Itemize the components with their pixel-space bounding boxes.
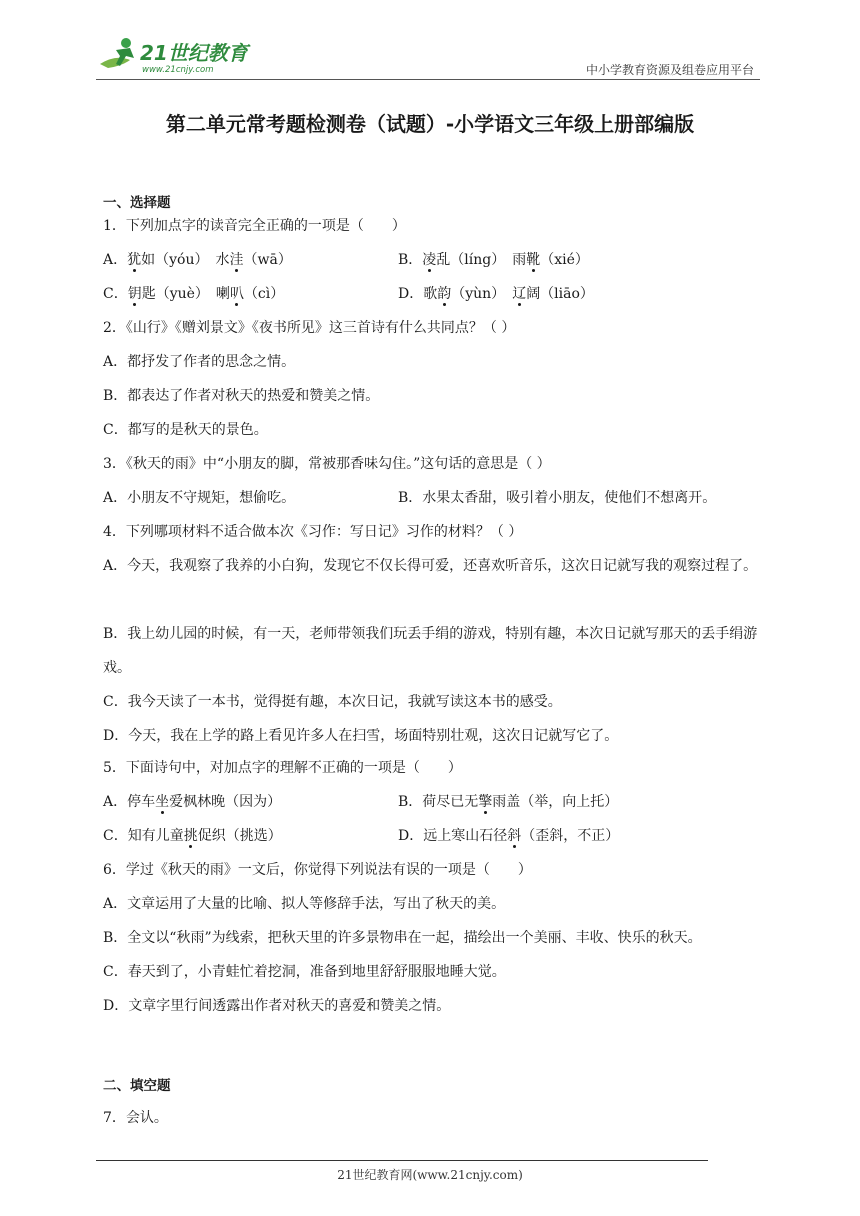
page-header xyxy=(96,34,760,80)
question-6-option-d: D．文章字里行间透露出作者对秋天的喜爱和赞美之情。 xyxy=(103,998,451,1014)
logo-sub-text: www.21cnjy.com xyxy=(142,65,214,75)
section-heading-choice: 一、选择题 xyxy=(103,195,171,211)
question-2-stem: 2．《山行》《赠刘景文》《夜书所见》这三首诗有什么共同点？（ ） xyxy=(103,320,516,336)
question-4-option-a: A．今天，我观察了我养的小白狗，发现它不仅长得可爱，还喜欢听音乐，这次日记就写我的观察过程了。 xyxy=(103,558,758,574)
document-title: 第二单元常考题检测卷（试题）-小学语文三年级上册部编版 xyxy=(165,112,695,136)
question-1-option-d: D．歌韵（yùn） 辽阔（liāo） xyxy=(398,286,594,302)
question-4-option-b: B．我上幼儿园的时候，有一天，老师带领我们玩丢手绢的游戏，特别有趣，本次日记就写那天的丢手绢游戏。 xyxy=(103,626,758,676)
logo xyxy=(96,34,276,76)
question-6-option-c: C．春天到了，小青蛙忙着挖洞，准备到地里舒舒服服地睡大觉。 xyxy=(103,964,506,980)
question-5-option-c: C．知有儿童挑促织（挑选） xyxy=(103,828,282,844)
question-1-option-b: B．凌乱（líng） 雨靴（xié） xyxy=(398,252,589,268)
question-3-option-b: B．水果太香甜，吸引着小朋友，使他们不想离开。 xyxy=(398,490,717,506)
question-3-stem: 3．《秋天的雨》中“小朋友的脚，常被那香味勾住。”这句话的意思是（ ） xyxy=(103,456,551,472)
question-6-option-b: B．全文以“秋雨”为线索，把秋天里的许多景物串在一起，描绘出一个美丽、丰收、快乐的秋天。 xyxy=(103,930,702,946)
question-5-option-a: A．停车坐爱枫林晚（因为） xyxy=(103,794,282,810)
question-4-option-c: C．我今天读了一本书，觉得挺有趣，本次日记，我就写读这本书的感受。 xyxy=(103,694,562,710)
question-5-option-b: B．荷尽已无擎雨盖（举，向上托） xyxy=(398,794,619,810)
header-divider xyxy=(96,79,760,80)
question-5-stem: 5．下面诗句中，对加点字的理解不正确的一项是（ ） xyxy=(103,760,462,776)
question-4-option-d: D．今天，我在上学的路上看见许多人在扫雪，场面特别壮观，这次日记就写它了。 xyxy=(103,728,619,744)
question-3-option-a: A．小朋友不守规矩，想偷吃。 xyxy=(103,490,296,506)
question-6-stem: 6．学过《秋天的雨》一文后，你觉得下列说法有误的一项是（ ） xyxy=(103,862,532,878)
footer-text: 21世纪教育网(www.21cnjy.com) xyxy=(337,1168,523,1182)
platform-label: 中小学教育资源及组卷应用平台 xyxy=(585,63,754,77)
footer-divider xyxy=(96,1160,708,1161)
question-2-option-a: A．都抒发了作者的思念之情。 xyxy=(103,354,296,370)
question-2-option-b: B．都表达了作者对秋天的热爱和赞美之情。 xyxy=(103,388,380,404)
question-1-option-c: C．钥匙（yuè） 喇叭（cì） xyxy=(103,286,285,302)
question-7-stem: 7．会认。 xyxy=(103,1110,168,1126)
logo-main-text: 21世纪教育 xyxy=(140,41,248,65)
question-1-option-a: A．犹如（yóu） 水洼（wā） xyxy=(103,252,292,268)
section-heading-fill: 二、填空题 xyxy=(103,1078,171,1094)
question-2-option-c: C．都写的是秋天的景色。 xyxy=(103,422,268,438)
question-6-option-a: A．文章运用了大量的比喻、拟人等修辞手法，写出了秋天的美。 xyxy=(103,896,506,912)
question-1-stem: 1．下列加点字的读音完全正确的一项是（ ） xyxy=(103,218,406,234)
question-5-option-d: D．远上寒山石径斜（歪斜，不正） xyxy=(398,828,620,844)
question-4-stem: 4．下列哪项材料不适合做本次《习作：写日记》习作的材料？（ ） xyxy=(103,524,523,540)
